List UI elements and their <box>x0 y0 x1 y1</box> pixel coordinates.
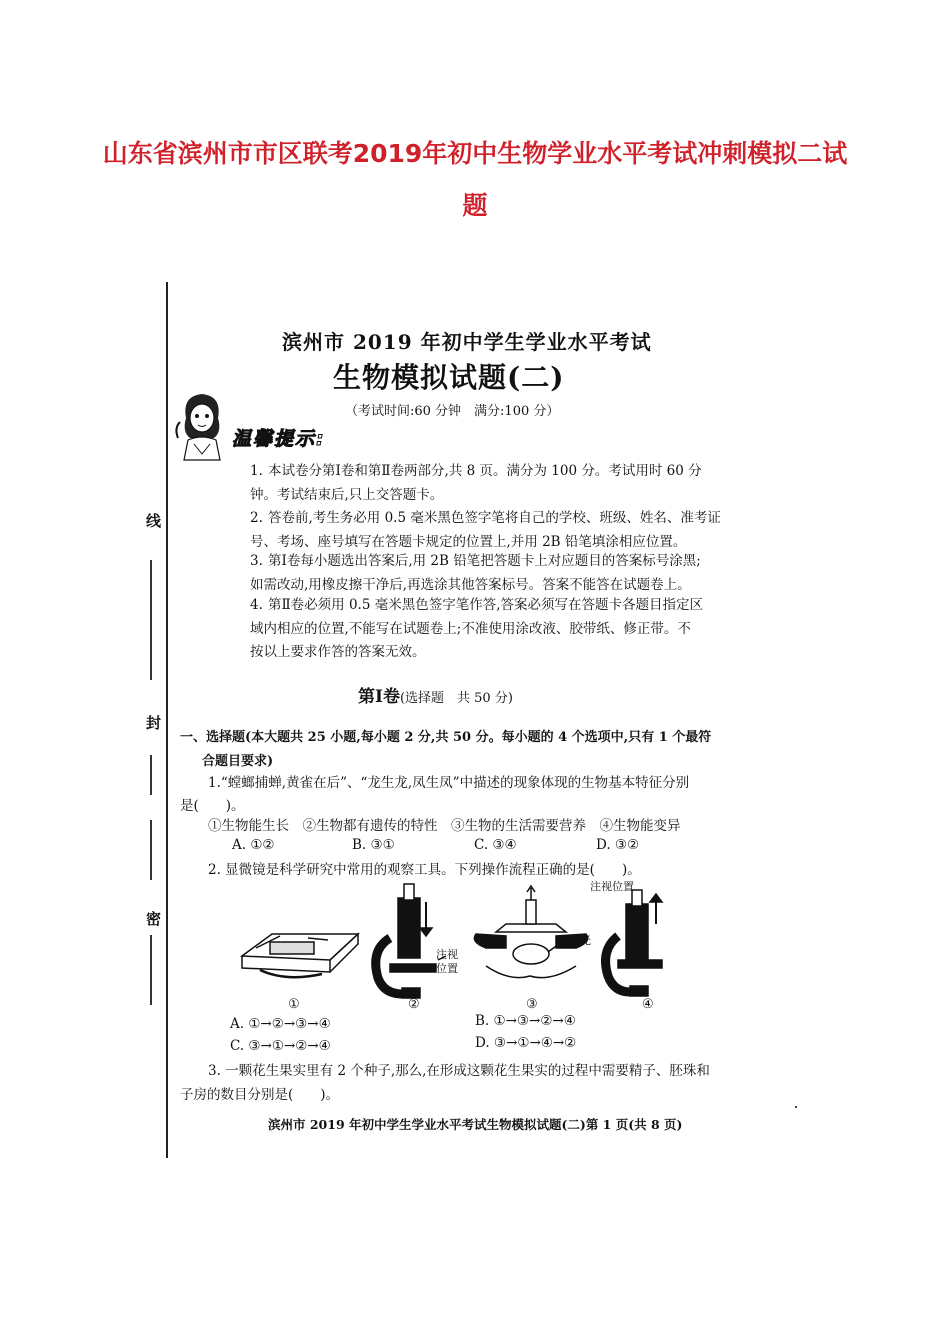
binding-blank-rule <box>150 820 152 880</box>
document-title-line2: 题 <box>462 191 488 220</box>
cartoon-girl-illustration <box>172 388 232 462</box>
notice-item: 4. 第Ⅱ卷必须用 0.5 毫米黑色签字笔作答,答案必须写在答题卡各题目指定区 域内相应的位置,不能写在试题卷上;不准使用涂改液、胶带纸、修正带。不 按以上要求作答的答案无效。 <box>250 597 704 660</box>
q1-statements: ①生物能生长 ②生物都有遗传的特性 ③生物的生活需要营养 ④生物能变异 <box>208 818 681 834</box>
q2-option-c[interactable]: C. ③→①→②→④ <box>230 1038 331 1054</box>
fig-label-light: 光 <box>580 934 591 947</box>
warm-tip-label: 温馨提示: <box>232 428 326 450</box>
hands-mirror-drawing <box>474 886 587 978</box>
notice-item: 1. 本试卷分第Ⅰ卷和第Ⅱ卷两部分,共 8 页。满分为 100 分。考试用时 60 分 钟。考试结束后,只上交答题卡。 <box>250 463 702 503</box>
part1-heading-line1: 一、选择题(本大题共 25 小题,每小题 2 分,共 50 分。每小题的 4 个选项中,只有 1 个最符 <box>180 730 712 745</box>
q1-stem: 1.“螳螂捕蝉,黄雀在后”、“龙生龙,凤生凤”中描述的现象体现的生物基本特征分别 <box>208 775 690 791</box>
fig-number-1: ① <box>288 997 300 1012</box>
fig-number-4: ④ <box>642 997 654 1012</box>
fig-number-2: ② <box>408 997 420 1012</box>
page-footer: 滨州市 2019 年初中学生学业水平考试生物模拟试题(二)第 1 页(共 8 页) <box>268 1117 683 1132</box>
notice-item: 3. 第Ⅰ卷每小题选出答案后,用 2B 铅笔把答题卡上对应题目的答案标号涂黑; 如需改动,用橡皮擦干净后,再选涂其他答案标号。答案不能答在试题卷上。 <box>250 553 701 593</box>
section-heading: 第Ⅰ卷(选择题 共 50 分) <box>358 687 513 707</box>
notice-item: 2. 答卷前,考生务必用 0.5 毫米黑色签字笔将自己的学校、班级、姓名、准考证 号、考场、座号填写在答题卡规定的位置上,并用 2B 铅笔填涂相应位置。 <box>250 510 721 550</box>
q2-option-d[interactable]: D. ③→①→④→② <box>475 1035 577 1051</box>
binding-blank-rule <box>150 935 152 1005</box>
binding-mark-seal: 封 <box>146 714 162 732</box>
binding-blank-rule <box>150 560 152 680</box>
binding-mark-line: 线 <box>146 512 162 530</box>
q2-option-b[interactable]: B. ①→③→②→④ <box>475 1013 576 1029</box>
exam-header: 滨州市 2019 年初中学生学业水平考试 <box>282 330 652 354</box>
stage-slide-drawing <box>242 934 358 977</box>
q1-option-c[interactable]: C. ③④ <box>474 837 517 853</box>
scan-speck <box>795 1106 797 1108</box>
q1-stem-cont: 是( )。 <box>180 798 245 814</box>
document-title <box>70 128 880 232</box>
binding-line <box>166 282 168 1158</box>
fig-label-watch-mid-2: 位置 <box>436 962 458 975</box>
q1-option-d[interactable]: D. ③② <box>596 837 640 853</box>
part1-heading-line2: 合题目要求) <box>202 754 274 769</box>
q2-stem: 2. 显微镜是科学研究中常用的观察工具。下列操作流程正确的是( )。 <box>208 862 641 878</box>
microscope-raising-drawing <box>606 890 662 996</box>
exam-subject-title: 生物模拟试题(二) <box>333 361 565 394</box>
fig-label-watch-mid: 注视 <box>436 948 458 961</box>
q2-option-a[interactable]: A. ①→②→③→④ <box>230 1016 331 1032</box>
fig-number-3: ③ <box>526 997 538 1012</box>
binding-mark-secret: 密 <box>146 910 162 928</box>
microscope-operation-figure <box>230 878 700 1014</box>
q1-option-b[interactable]: B. ③① <box>352 837 395 853</box>
q3-stem: 3. 一颗花生果实里有 2 个种子,那么,在形成这颗花生果实的过程中需要精子、胚珠和 <box>208 1063 710 1079</box>
microscope-lowering-drawing <box>376 884 446 998</box>
q1-option-a[interactable]: A. ①② <box>232 837 275 853</box>
binding-blank-rule <box>150 755 152 795</box>
document-title-line1: 山东省滨州市市区联考2019年初中生物学业水平考试冲刺模拟二试 <box>102 139 848 168</box>
exam-time-score: （考试时间:60 分钟 满分:100 分） <box>345 404 560 419</box>
fig-label-watch-top: 注视位置 <box>590 880 634 893</box>
q3-stem-cont: 子房的数目分别是( )。 <box>180 1087 340 1103</box>
